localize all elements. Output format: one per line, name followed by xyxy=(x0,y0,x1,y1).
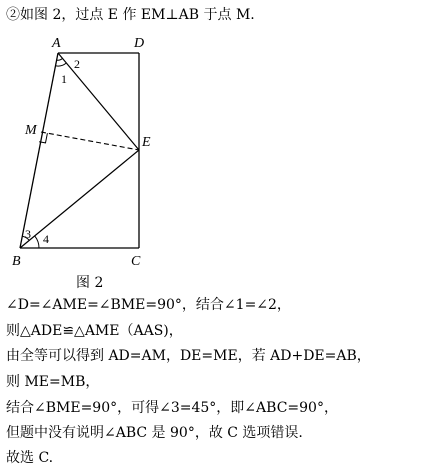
solution-line: 结合∠BME=90°，可得∠3=45°，即∠ABC=90°， xyxy=(6,400,338,416)
right-angle-marker xyxy=(39,133,47,143)
angle-label-3: 3 xyxy=(25,227,31,241)
segment-ab xyxy=(20,53,58,248)
segment-ae xyxy=(58,53,139,150)
solution-line: 由全等可以得到 AD=AM，DE=ME，若 AD+DE=AB， xyxy=(6,348,371,364)
problem-intro: ②如图 2，过点 E 作 EM⊥AB 于点 M. xyxy=(6,7,255,23)
angle-arc-4 xyxy=(35,236,39,248)
solution-line: 则△ADE≌△AME（AAS)， xyxy=(6,323,183,339)
point-label-d: D xyxy=(134,36,145,51)
point-label-c: C xyxy=(131,254,141,269)
point-label-a: A xyxy=(52,36,61,51)
solution-line: 但题中没有说明∠ABC 是 90°，故 C 选项错误. xyxy=(6,425,303,441)
solution-line: ∠D=∠AME=∠BME=90°，结合∠1=∠2， xyxy=(6,297,291,313)
point-label-b: B xyxy=(12,254,21,269)
solution-line: 则 ME=MB， xyxy=(6,374,100,390)
angle-label-1: 1 xyxy=(61,72,67,86)
segment-be xyxy=(20,150,139,248)
figure-caption: 图 2 xyxy=(76,275,104,291)
angle-label-2: 2 xyxy=(74,57,80,71)
segment-em-dashed xyxy=(41,132,139,150)
point-label-e: E xyxy=(142,135,151,150)
angle-label-4: 4 xyxy=(43,232,49,246)
solution-line: 故选 C. xyxy=(6,450,54,466)
angle-arc-1 xyxy=(56,63,67,66)
point-label-m: M xyxy=(25,123,37,138)
